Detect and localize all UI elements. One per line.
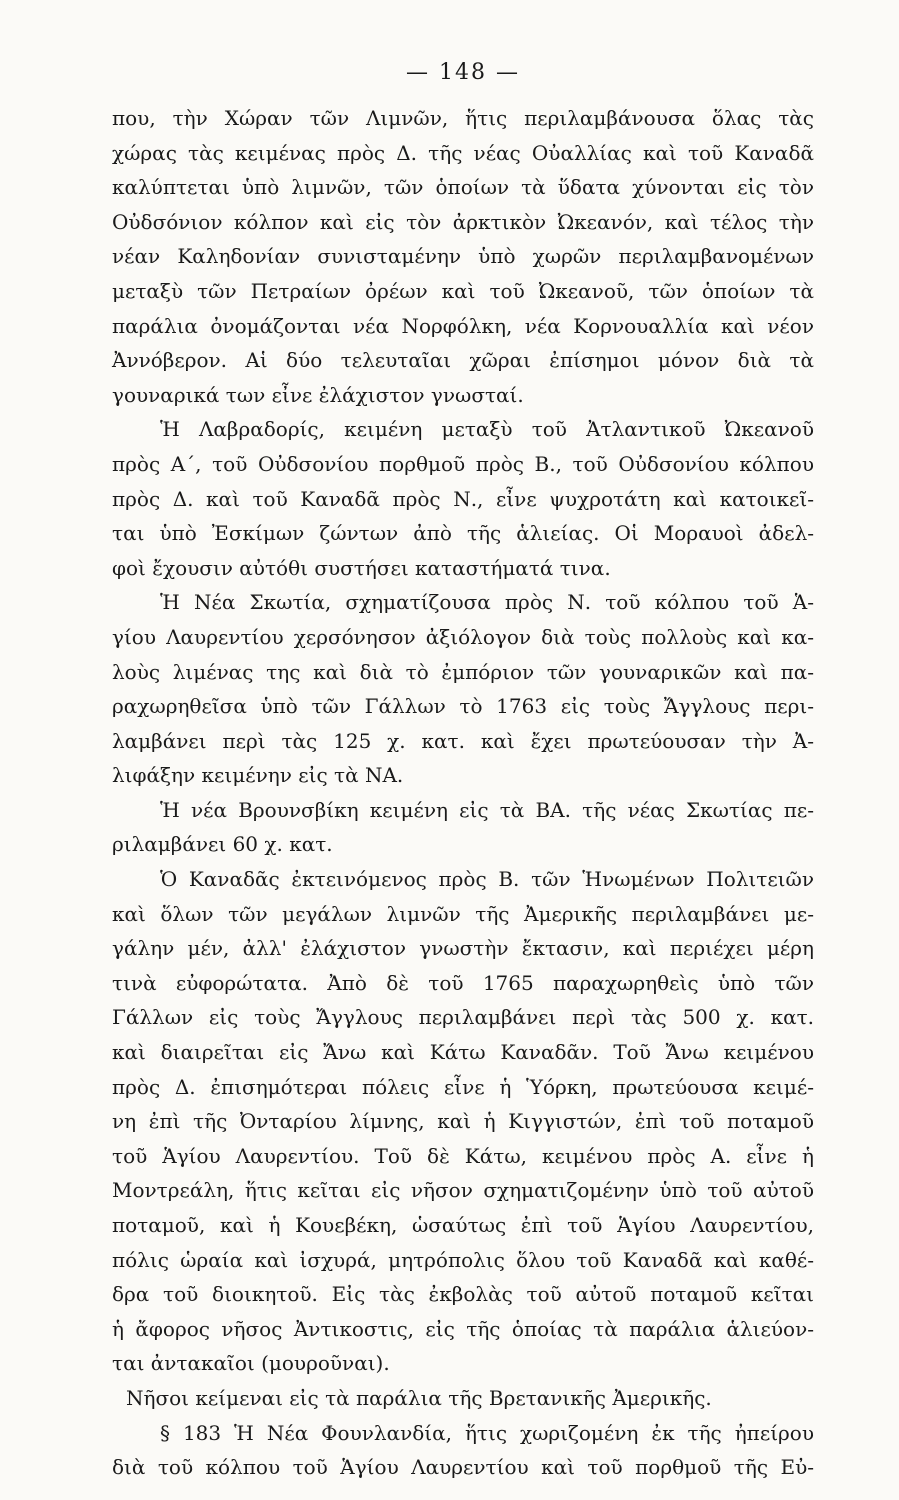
text-line: πρὸς Δ. ἐπισημότεραι πόλεις εἶνε ἡ Ὑόρκη, πρωτεύουσα κειμέ-: [112, 1074, 814, 1099]
paragraph-start-line: Ἡ Λαβραδορίς, κειμένη μεταξὺ τοῦ Ἀτλαντικοῦ Ὠκεανοῦ: [160, 417, 814, 442]
text-line: Μοντρεάλη, ἥτις κεῖται εἰς νῆσον σχηματιζομένην ὑπὸ τοῦ αὐτοῦ: [112, 1178, 814, 1203]
text-line: ριλαμβάνει 60 χ. κατ.: [112, 832, 333, 857]
text-line: ται ὑπὸ Ἐσκίμων ζώντων ἀπὸ τῆς ἁλιείας. Οἱ Μοραυοὶ ἀδελ-: [112, 521, 814, 546]
text-line: Γάλλων εἰς τοὺς Ἄγγλους περιλαμβάνει περὶ τὰς 500 χ. κατ.: [112, 1005, 814, 1030]
text-line: νη ἐπὶ τῆς Ὀνταρίου λίμνης, καὶ ἡ Κιγγιστών, ἐπὶ τοῦ ποταμοῦ: [112, 1109, 814, 1134]
body-text: [112, 101, 814, 1485]
page-number: — 148 —: [406, 60, 520, 85]
text-line: διὰ τοῦ κόλπου τοῦ Ἁγίου Λαυρεντίου καὶ τοῦ πορθμοῦ τῆς Εὐ-: [112, 1455, 814, 1480]
text-line: πόλις ὡραία καὶ ἰσχυρά, μητρόπολις ὅλου τοῦ Καναδᾶ καὶ καθέ-: [112, 1247, 814, 1272]
text-line: καὶ ὅλων τῶν μεγάλων λιμνῶν τῆς Ἀμερικῆς περιλαμβάνει με-: [112, 901, 814, 926]
paragraph-start-line: Ὁ Καναδᾶς ἐκτεινόμενος πρὸς Β. τῶν Ἡνωμένων Πολιτειῶν: [160, 867, 814, 892]
text-line: γουναρικά των εἶνε ἐλάχιστον γνωσταί.: [112, 382, 524, 407]
text-line: νέαν Καληδονίαν συνισταμένην ὑπὸ χωρῶν περιλαμβανομένων: [112, 244, 814, 269]
text-line: ἡ ἄφορος νῆσος Ἀντικοστις, εἰς τῆς ὁποίας τὰ παράλια ἁλιεύον-: [112, 1316, 814, 1341]
text-line: λιφάξην κειμένην εἰς τὰ ΝΑ.: [112, 763, 404, 788]
paragraph-start-line: Ἡ νέα Βρουνσβίκη κειμένη εἰς τὰ ΒΑ. τῆς νέας Σκωτίας πε-: [160, 797, 814, 822]
text-line: τινὰ εὐφορώτατα. Ἀπὸ δὲ τοῦ 1765 παραχωρηθεὶς ὑπὸ τῶν: [112, 970, 814, 995]
text-line: που, τὴν Χώραν τῶν Λιμνῶν, ἥτις περιλαμβάνουσα ὅλας τὰς: [112, 106, 814, 130]
text-line: ποταμοῦ, καὶ ἡ Κουεβέκη, ὡσαύτως ἐπὶ τοῦ Ἁγίου Λαυρεντίου,: [112, 1213, 814, 1237]
text-line: μεταξὺ τῶν Πετραίων ὀρέων καὶ τοῦ Ὠκεανοῦ, τῶν ὁποίων τὰ: [112, 278, 814, 303]
text-line: καλύπτεται ὑπὸ λιμνῶν, τῶν ὁποίων τὰ ὕδατα χύνονται εἰς τὸν: [112, 175, 814, 200]
text-line: δρα τοῦ διοικητοῦ. Εἰς τὰς ἐκβολὰς τοῦ αὐτοῦ ποταμοῦ κεῖται: [112, 1282, 814, 1307]
text-line: καὶ διαιρεῖται εἰς Ἄνω καὶ Κάτω Καναδᾶν. Τοῦ Ἄνω κειμένου: [112, 1040, 814, 1065]
text-line: λοὺς λιμένας της καὶ διὰ τὸ ἐμπόριον τῶν γουναρικῶν καὶ πα-: [112, 659, 814, 684]
text-line: πρὸς Δ. καὶ τοῦ Καναδᾶ πρὸς Ν., εἶνε ψυχροτάτη καὶ κατοικεῖ-: [112, 486, 814, 511]
section-paragraph-line: § 183 Ἡ Νέα Φουνλανδία, ἥτις χωριζομένη ἐκ τῆς ἠπείρου: [160, 1420, 814, 1445]
section-heading: Νῆσοι κείμεναι εἰς τὰ παράλια τῆς Βρετανικῆς Ἀμερικῆς.: [126, 1385, 712, 1410]
text-line: χώρας τὰς κειμένας πρὸς Δ. τῆς νέας Οὐαλλίας καὶ τοῦ Καναδᾶ: [112, 140, 814, 165]
text-line: ται ἀντακαῖοι (μουροῦναι).: [112, 1351, 390, 1376]
text-line: Ἀννόβερον. Αἱ δύο τελευταῖαι χῶραι ἐπίσημοι μόνον διὰ τὰ: [112, 348, 814, 373]
text-line: γάλην μέν, ἀλλ' ἐλάχιστον γνωστὴν ἔκτασιν, καὶ περιέχει μέρη: [112, 936, 814, 961]
text-line: ραχωρηθεῖσα ὑπὸ τῶν Γάλλων τὸ 1763 εἰς τοὺς Ἄγγλους περι-: [112, 694, 814, 719]
text-line: παράλια ὀνομάζονται νέα Νορφόλκη, νέα Κορνουαλλία καὶ νέον: [112, 313, 814, 338]
text-line: πρὸς Α΄, τοῦ Οὐδσονίου πορθμοῦ πρὸς Β., τοῦ Οὐδσονίου κόλπου: [112, 451, 814, 476]
text-line: Οὐδσόνιον κόλπον καὶ εἰς τὸν ἀρκτικὸν Ὠκεανόν, καὶ τέλος τὴν: [112, 209, 814, 234]
text-line: τοῦ Ἁγίου Λαυρεντίου. Τοῦ δὲ Κάτω, κειμένου πρὸς Α. εἶνε ἡ: [112, 1143, 814, 1168]
text-line: φοὶ ἔχουσιν αὐτόθι συστήσει καταστήματά τινα.: [112, 555, 611, 580]
paragraph-start-line: Ἡ Νέα Σκωτία, σχηματίζουσα πρὸς Ν. τοῦ κόλπου τοῦ Ἁ-: [160, 590, 814, 615]
text-line: γίου Λαυρεντίου χερσόνησον ἀξιόλογον διὰ τοὺς πολλοὺς καὶ κα-: [112, 624, 814, 649]
text-line: λαμβάνει περὶ τὰς 125 χ. κατ. καὶ ἔχει πρωτεύουσαν τὴν Ἀ-: [112, 728, 814, 753]
